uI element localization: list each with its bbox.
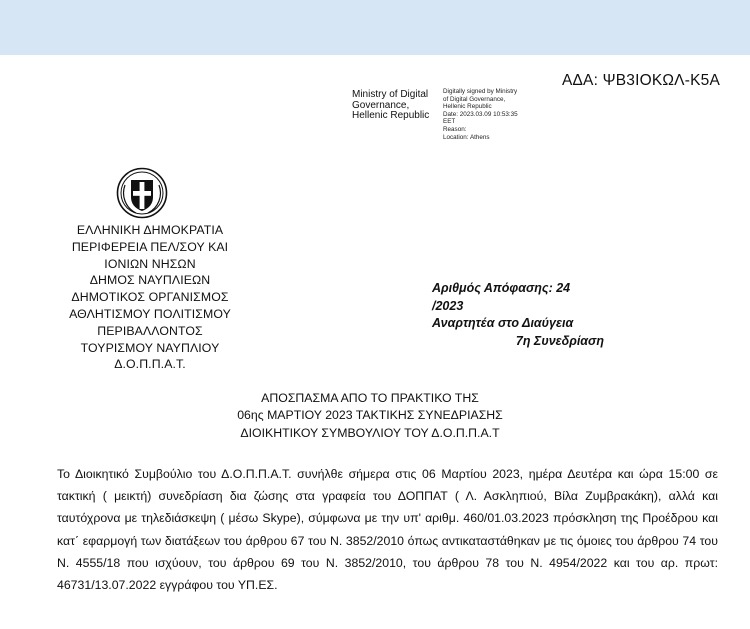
excerpt-line: ΑΠΟΣΠΑΣΜΑ ΑΠΟ ΤΟ ΠΡΑΚΤΙΚΟ ΤΗΣ <box>261 391 479 405</box>
authority-line: ΙΟΝΙΩΝ ΝΗΣΩΝ <box>104 256 196 271</box>
excerpt-line: 06ης ΜΑΡΤΙΟΥ 2023 ΤΑΚΤΙΚΗΣ ΣΥΝΕΔΡΙΑΣΗΣ <box>237 408 503 423</box>
authority-line: ΠΕΡΙΦΕΡΕΙΑ ΠΕΛ/ΣΟΥ ΚΑΙ <box>71 239 229 254</box>
signer-line: Ministry of Digital <box>352 89 429 100</box>
authority-line: ΑΘΛΗΤΙΣΜΟΥ ΠΟΛΙΤΙΣΜΟΥ <box>69 306 231 321</box>
signature-line: Digitally signed by Ministry <box>443 88 518 95</box>
ada-code: ΑΔΑ: ΨΒ3ΙΟΚΩΛ-Κ5Α <box>561 72 720 89</box>
signature-line: Location: Athens <box>443 133 490 141</box>
authority-line: ΔΗΜΟΤΙΚΟΣ ΟΡΓΑΝΙΣΜΟΣ <box>71 290 229 305</box>
authority-line: Δ.Ο.Π.Π.Α.Τ. <box>114 357 186 372</box>
digital-signature-details <box>443 88 553 141</box>
decision-info <box>432 280 604 350</box>
signature-line: Date: 2023.03.09 10:53:35 <box>443 110 518 118</box>
authority-line: ΔΗΜΟΣ ΝΑΥΠΛΙΕΩΝ <box>89 273 211 288</box>
decision-number: Αριθμός Απόφασης: 24 /2023 <box>432 281 571 313</box>
signature-line: Hellenic Republic <box>443 103 492 111</box>
top-banner <box>0 0 750 55</box>
signer-name <box>352 90 442 122</box>
posting-note: Αναρτητέα στο Διαύγεια <box>432 316 574 330</box>
greek-coat-of-arms-icon <box>116 167 168 219</box>
session-number: 7η Συνεδρίαση <box>515 333 604 348</box>
signer-line: Governance, <box>352 99 410 111</box>
authority-line: ΤΟΥΡΙΣΜΟΥ ΝΑΥΠΛΙΟΥ <box>80 340 220 355</box>
signer-line: Hellenic Republic <box>352 110 430 121</box>
issuing-authority <box>50 222 250 373</box>
signature-line: of Digital Governance, <box>443 95 506 103</box>
authority-line: ΠΕΡΙΒΑΛΛΟΝΤΟΣ <box>97 323 203 338</box>
signature-line: EET <box>443 118 456 126</box>
body-paragraph: Το Διοικητικό Συμβούλιο του Δ.Ο.Π.Π.Α.Τ. συνήλθε σήμερα στις 06 Μαρτίου 2023, ημέρα Δευτέρα και ώρα 15:00 σε τακτική ( μεικτή) συνεδρίαση δια ζώσης στα γραφεία του ΔΟΠΠΑΤ ( Λ. Ασκληπιού, Βίλα Ζυμβρακάκη), αλλά και ταυτόχρονα με τηλεδιάσκεψη ( μέσω Skype), σύμφωνα με την υπ' αριθμ. 460/01.03.2023 πρόσκληση της Προέδρου και κατ΄ εφαρμογή των διατάξεων του άρθρου 67 του Ν. 3852/2010 όπως αντικαταστάθηκαν με τις όμοιες του άρθρου 74 του Ν. 4555/18 που ισχύουν, του άρθρου 69 του Ν. 3852/2010, του άρθρου 78 του Ν. 4954/2022 και του αρ. πρωτ: 46731/13.07.2022 εγγράφου του ΥΠ.ΕΣ. <box>57 467 718 593</box>
excerpt-heading <box>150 390 590 442</box>
excerpt-line: ΔΙΟΙΚΗΤΙΚΟΥ ΣΥΜΒΟΥΛΙΟΥ ΤΟΥ Δ.Ο.Π.Π.Α.Τ <box>240 425 500 440</box>
authority-line: ΕΛΛΗΝΙΚΗ ΔΗΜΟΚΡΑΤΙΑ <box>76 223 224 237</box>
signature-line: Reason: <box>443 125 467 133</box>
